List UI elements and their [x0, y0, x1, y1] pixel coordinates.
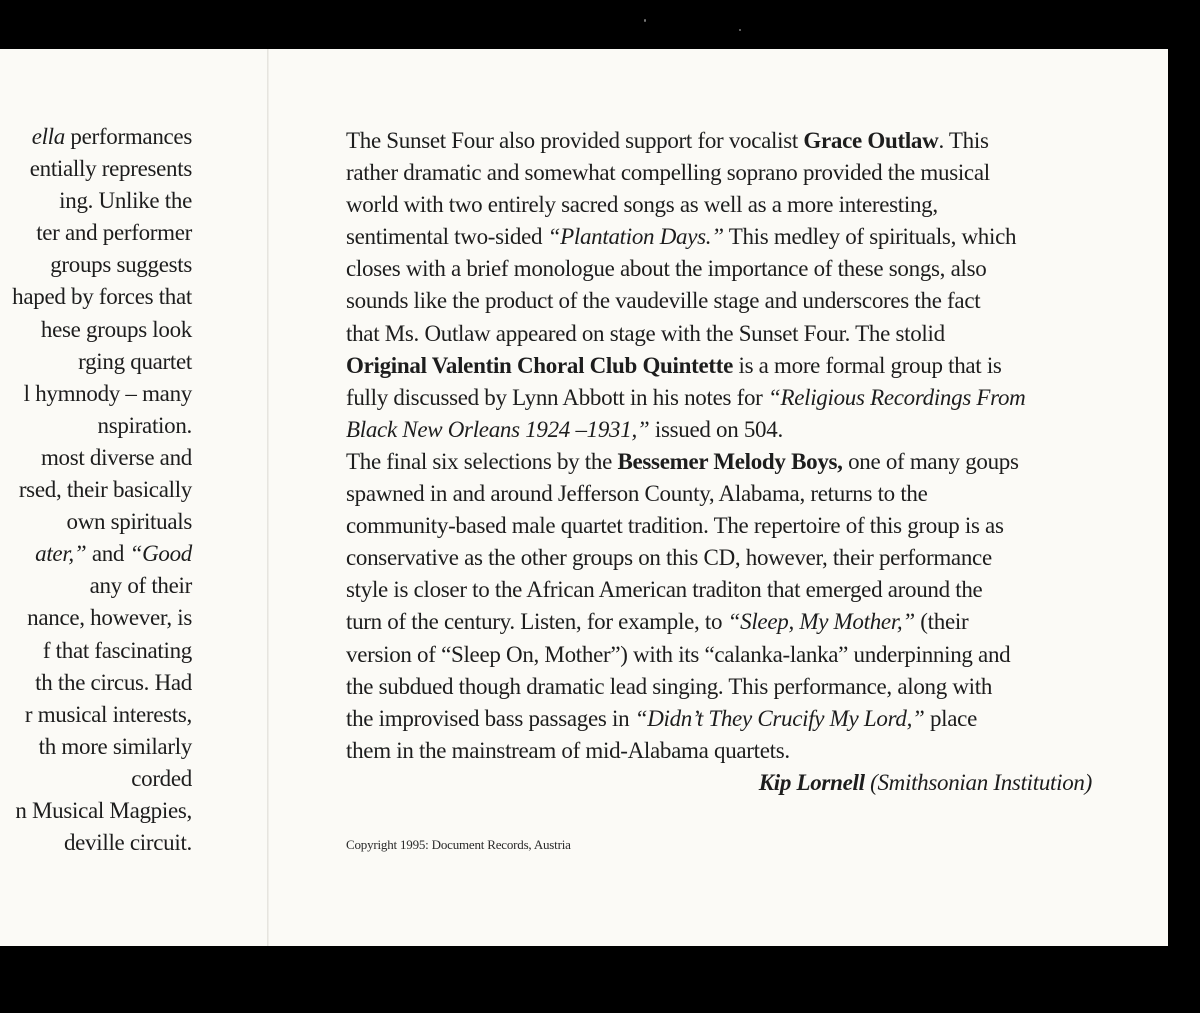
text-line	[0, 667, 192, 699]
bold-name: Bessemer Melody Boys,	[617, 448, 843, 474]
bold-name: Original Valentin Choral Club Quintette	[346, 352, 734, 378]
text-line	[0, 827, 192, 859]
text-run: own spirituals	[66, 509, 192, 535]
text-run: world with two entirely sacred songs as well as a more interesting,	[346, 192, 938, 218]
text-line	[346, 703, 1096, 735]
text-run: turn of the century. Listen, for example, to	[346, 609, 728, 635]
text-run: that Ms. Outlaw appeared on stage with the Sunset Four. The stolid	[346, 320, 945, 346]
text-line	[0, 635, 192, 667]
text-line	[346, 125, 1096, 157]
text-line	[0, 506, 192, 538]
text-line	[0, 121, 192, 153]
text-line	[346, 318, 1096, 350]
text-run: the improvised bass passages in	[346, 705, 635, 731]
text-line	[0, 442, 192, 474]
booklet-fold-crease	[267, 49, 269, 946]
text-run: r musical interests,	[24, 701, 192, 727]
text-run: closes with a brief monologue about the importance of these songs, also	[346, 256, 987, 282]
author-name: Kip Lornell	[758, 769, 865, 795]
text-run: (their	[914, 609, 969, 635]
scan-speck	[644, 19, 646, 22]
text-run: community-based male quartet tradition. The repertoire of this group is as	[346, 513, 1004, 539]
text-run: entially represents	[29, 156, 192, 182]
text-run: haped by forces that	[12, 284, 192, 310]
text-run: th the circus. Had	[35, 669, 192, 695]
right-panel-text	[346, 125, 1096, 799]
text-run: most diverse and	[40, 444, 192, 470]
text-line	[346, 671, 1096, 703]
text-line	[0, 346, 192, 378]
text-line	[0, 602, 192, 634]
text-line	[346, 414, 1096, 446]
text-run: ter and performer	[36, 220, 192, 246]
text-run: them in the mainstream of mid-Alabama quartets.	[346, 737, 790, 763]
text-line	[0, 153, 192, 185]
text-line	[0, 249, 192, 281]
text-run: This medley of spirituals, which	[723, 224, 1017, 250]
text-run: conservative as the other groups on this CD, however, their performance	[346, 545, 992, 571]
text-line	[0, 185, 192, 217]
text-run: sentimental two-sided	[346, 224, 548, 250]
text-line	[346, 157, 1096, 189]
left-panel-text	[0, 121, 192, 859]
text-line	[346, 574, 1096, 606]
text-run: corded	[131, 765, 192, 791]
text-run: deville circuit.	[63, 830, 192, 856]
text-line	[346, 221, 1096, 253]
text-line	[346, 189, 1096, 221]
italic-title: “Religious Recordings From	[767, 384, 1026, 410]
text-line	[346, 253, 1096, 285]
text-run: issued on 504.	[649, 416, 783, 442]
text-run: one of many goups	[842, 448, 1019, 474]
text-run: and	[86, 541, 130, 567]
text-run: hese groups look	[40, 316, 192, 342]
text-line	[0, 217, 192, 249]
text-line	[346, 350, 1096, 382]
text-line	[346, 639, 1096, 671]
text-line	[346, 382, 1096, 414]
text-run: The final six selections by the	[346, 448, 618, 474]
text-run: rather dramatic and somewhat compelling soprano provided the musical	[346, 160, 990, 186]
text-run: th more similarly	[38, 733, 192, 759]
italic-title: ater,”	[35, 541, 87, 567]
text-line	[0, 474, 192, 506]
text-line	[0, 570, 192, 602]
text-run: f that fascinating	[42, 637, 192, 663]
text-line	[346, 446, 1096, 478]
bold-name: Grace Outlaw	[803, 128, 939, 153]
text-line	[346, 478, 1096, 510]
text-line	[0, 281, 192, 313]
italic-title: “Sleep, My Mother,”	[727, 609, 915, 635]
italic-title: “Good	[129, 541, 192, 567]
author-affiliation: (Smithsonian Institution)	[870, 769, 1092, 795]
text-line	[346, 542, 1096, 574]
scan-speck	[739, 29, 741, 31]
text-line	[346, 510, 1096, 542]
author-signature	[346, 767, 1092, 799]
text-run: rging quartet	[78, 348, 192, 374]
italic-title: “Didn’t They Crucify My Lord,”	[634, 705, 925, 731]
text-run: place	[924, 705, 977, 731]
text-run: nspiration.	[97, 412, 192, 438]
text-run: l hymnody – many	[23, 380, 192, 406]
text-run: ing. Unlike the	[59, 188, 192, 214]
text-line	[346, 735, 1096, 767]
text-run: is a more formal group that is	[733, 352, 1002, 378]
text-line	[0, 795, 192, 827]
text-line	[346, 285, 1096, 317]
text-run: performances	[64, 124, 192, 149]
liner-notes-body	[346, 125, 1096, 767]
text-line	[0, 378, 192, 410]
text-run: The Sunset Four also provided support for vocalist	[346, 128, 804, 153]
text-run: fully discussed by Lynn Abbott in his notes for	[346, 384, 768, 410]
text-line	[346, 606, 1096, 638]
booklet-page	[0, 49, 1168, 946]
text-line	[0, 314, 192, 346]
text-line	[0, 699, 192, 731]
copyright-notice: Copyright 1995: Document Records, Austria	[346, 837, 571, 852]
text-run: style is closer to the African American traditon that emerged around the	[346, 577, 983, 603]
text-run: nance, however, is	[27, 605, 192, 631]
text-run: version of “Sleep On, Mother”) with its “calanka-lanka” underpinning and	[346, 641, 1011, 667]
text-run: groups suggests	[50, 252, 192, 278]
text-run: sounds like the product of the vaudeville stage and underscores the fact	[346, 288, 981, 314]
italic-title: ella	[31, 124, 65, 149]
italic-title: “Plantation Days.”	[547, 224, 724, 250]
text-run: rsed, their basically	[18, 477, 192, 503]
text-line	[0, 410, 192, 442]
text-line	[0, 538, 192, 570]
text-run: spawned in and around Jefferson County, Alabama, returns to the	[346, 481, 928, 507]
text-run: the subdued though dramatic lead singing. This performance, along with	[346, 673, 993, 699]
text-line	[0, 731, 192, 763]
text-run: n Musical Magpies,	[15, 797, 192, 823]
italic-title: Black New Orleans 1924 –1931,”	[346, 416, 650, 442]
text-run: any of their	[89, 573, 192, 599]
text-line	[0, 763, 192, 795]
text-run: . This	[938, 128, 989, 153]
